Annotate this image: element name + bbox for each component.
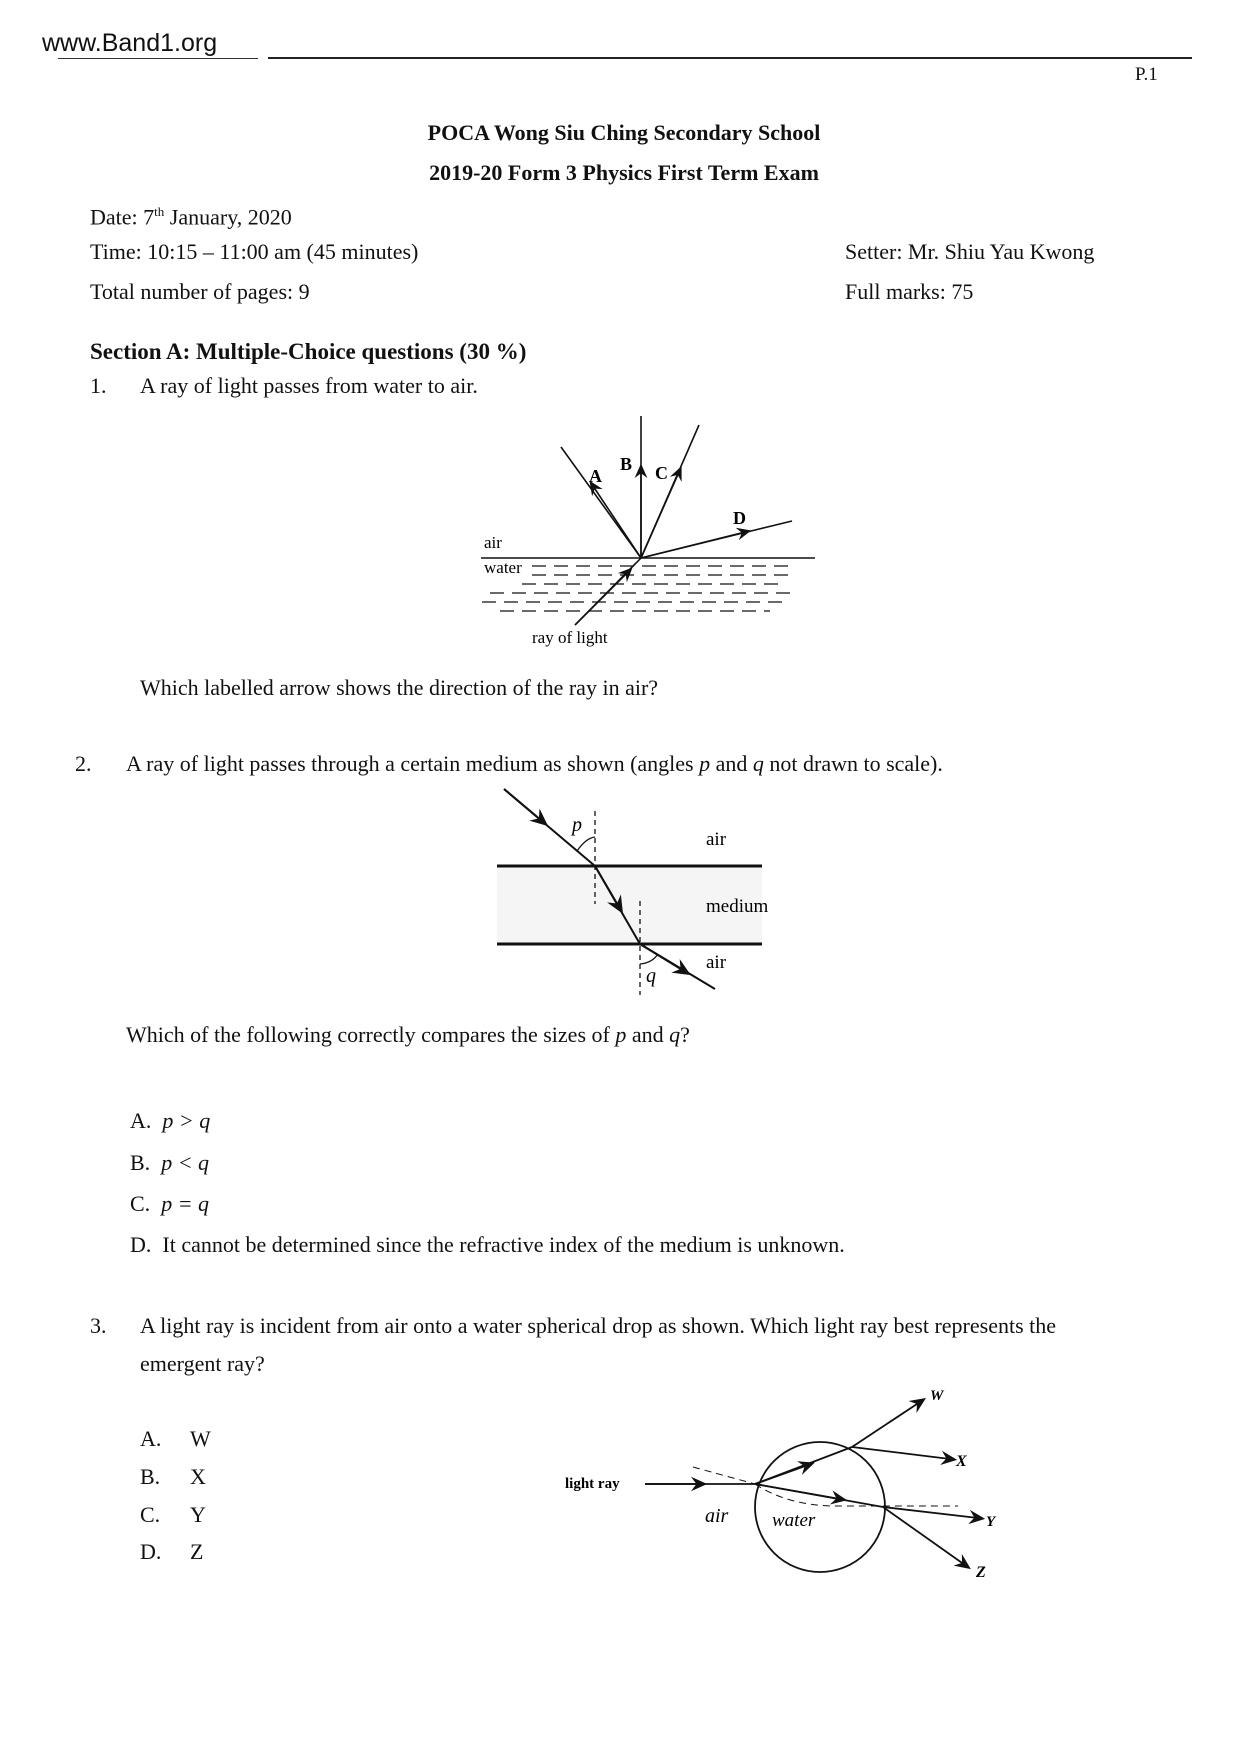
total-pages: Total number of pages: 9	[90, 279, 310, 304]
q3-option-c[interactable]: C. Y	[140, 1502, 206, 1527]
label-C: C	[655, 463, 668, 483]
q1-number: 1.	[90, 373, 107, 398]
label-water: water	[772, 1510, 816, 1531]
exam-time: Time: 10:15 – 11:00 am (45 minutes)	[90, 239, 419, 264]
q2-number: 2.	[75, 751, 92, 776]
label-Y: Y	[986, 1514, 996, 1530]
section-heading: Section A: Multiple-Choice questions (30 %)	[90, 339, 527, 364]
q3-option-d[interactable]: D. Z	[140, 1539, 204, 1564]
header-rule-thin	[58, 58, 258, 59]
label-A: A	[589, 466, 602, 486]
label-air: air	[705, 1505, 729, 1527]
q2-option-a[interactable]: A. p > q	[130, 1108, 211, 1133]
label-Z: Z	[976, 1564, 986, 1581]
label-W: W	[930, 1388, 944, 1404]
school-name: POCA Wong Siu Ching Secondary School	[427, 120, 821, 145]
label-ray-of-light: ray of light	[532, 628, 608, 647]
angle-p-label: p	[572, 814, 582, 836]
q3-text-line2: emergent ray?	[140, 1351, 265, 1376]
q2-option-c[interactable]: C. p = q	[130, 1191, 210, 1216]
label-air-top: air	[706, 829, 727, 850]
q2-question: Which of the following correctly compares the sizes of p and q?	[126, 1022, 690, 1047]
label-B: B	[620, 454, 633, 474]
label-medium: medium	[706, 896, 769, 917]
q3-number: 3.	[90, 1313, 107, 1338]
full-marks: Full marks: 75	[845, 279, 974, 304]
exam-date: Date: 7th January, 2020	[90, 204, 292, 230]
q3-text-line1: A light ray is incident from air onto a water spherical drop as shown. Which light ray best represents the	[140, 1313, 1057, 1338]
q3-water-drop-diagram	[540, 1380, 1020, 1610]
q2-option-d[interactable]: D. It cannot be determined since the refractive index of the medium is unknown.	[130, 1232, 845, 1257]
label-air: air	[484, 533, 502, 552]
exam-title: 2019-20 Form 3 Physics First Term Exam	[429, 160, 819, 185]
page-number: P.1	[1135, 64, 1158, 85]
label-water: water	[484, 558, 522, 577]
q2-option-b[interactable]: B. p < q	[130, 1150, 210, 1175]
setter: Setter: Mr. Shiu Yau Kwong	[845, 239, 1095, 264]
header-rule	[268, 57, 1192, 59]
label-air-bottom: air	[706, 952, 727, 973]
q2-medium-diagram	[480, 780, 820, 1010]
label-X: X	[956, 1453, 967, 1470]
label-light-ray: light ray	[565, 1476, 620, 1492]
q1-refraction-diagram	[450, 400, 850, 660]
site-watermark: www.Band1.org	[42, 29, 218, 57]
q3-option-a[interactable]: A. W	[140, 1426, 211, 1451]
angle-q-label: q	[646, 965, 656, 987]
q1-question: Which labelled arrow shows the direction of the ray in air?	[140, 675, 659, 700]
q3-option-b[interactable]: B. X	[140, 1464, 206, 1489]
q1-text: A ray of light passes from water to air.	[140, 373, 478, 398]
label-D: D	[733, 508, 746, 528]
q2-text: A ray of light passes through a certain medium as shown (angles p and q not drawn to scale).	[126, 751, 943, 776]
